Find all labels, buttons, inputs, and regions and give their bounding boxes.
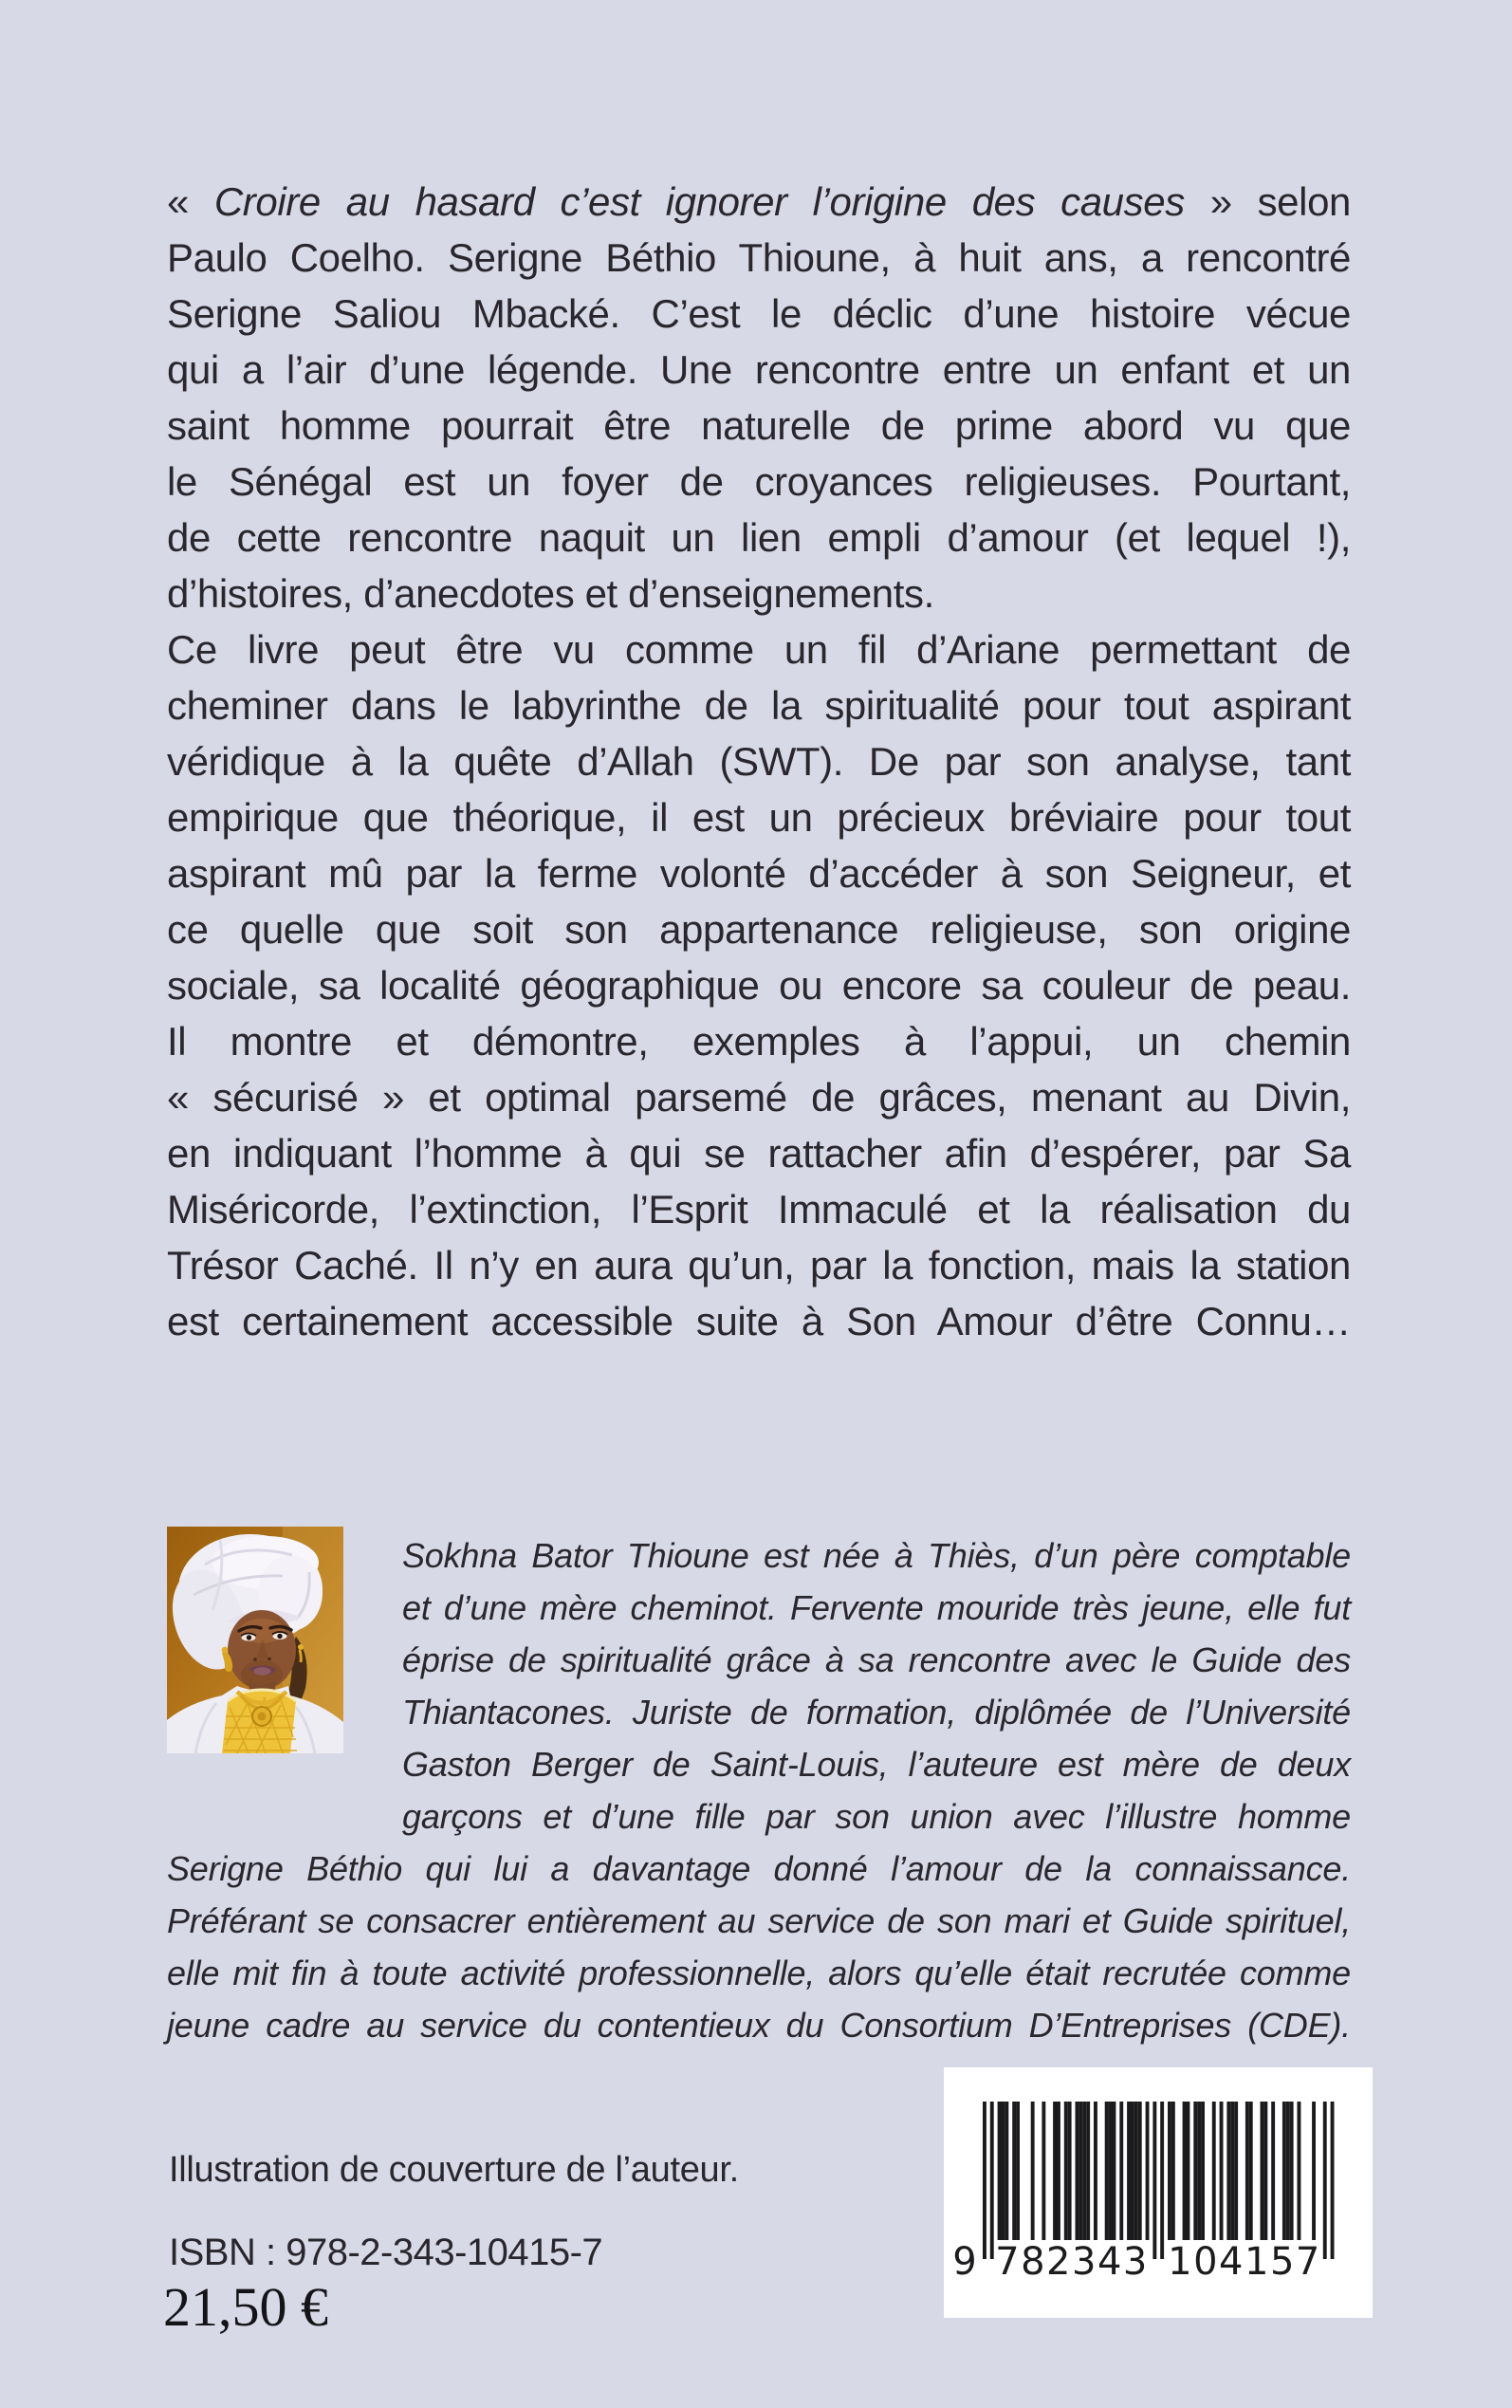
bio-line: jeune cadre au service du contentieux du Consortium D’Entreprises (CDE). [167,2006,1351,2045]
text-line: aspirant mû par la ferme volonté d’accéder à son Seigneur, et [167,851,1351,896]
bio-line: elle mit fin à toute activité professionnelle, alors qu’elle était recrutée comme [167,1954,1351,1992]
text-line: véridique à la quête d’Allah (SWT). De par son analyse, tant [167,739,1351,784]
text-line [167,174,1351,230]
illustration-note: Illustration de couverture de l’auteur. [169,2150,739,2190]
text-line: Paulo Coelho. Serigne Béthio Thioune, à huit ans, a rencontré [167,235,1351,280]
text-line: qui a l’air d’une légende. Une rencontre entre un enfant et un [167,347,1351,392]
barcode [944,2067,1373,2318]
text-line: Miséricorde, l’extinction, l’Esprit Immaculé et la réalisation du [167,1187,1351,1232]
text-line: Ce livre peut être vu comme un fil d’Ariane permettant de [167,627,1351,672]
text-line: empirique que théorique, il est un précieux bréviaire pour tout [167,795,1351,840]
author-photo [167,1527,343,1753]
bio-line: éprise de spiritualité grâce à sa rencontre avec le Guide des [402,1640,1351,1679]
quote-close: » selon [1184,179,1351,224]
author-photo-image [167,1527,343,1753]
bio-line: garçons et d’une fille par son union avec l’illustre homme [402,1797,1351,1836]
bio-line: Gaston Berger de Saint-Louis, l’auteure est mère de deux [402,1745,1351,1784]
text-line: d’histoires, d’anecdotes et d’enseignements. [167,571,934,616]
quote-open: « [167,179,214,224]
bio-line: et d’une mère cheminot. Fervente mouride très jeune, elle fut [402,1588,1351,1627]
price-text: 21,50 € [163,2276,328,2338]
barcode-digit-group: 9 [952,2240,977,2284]
bio-line: Thiantacones. Juriste de formation, diplômée de l’Université [402,1693,1351,1732]
text-line: cheminer dans le labyrinthe de la spiritualité pour tout aspirant [167,683,1351,728]
text-line: de cette rencontre naquit un lien empli d’amour (et lequel !), [167,515,1351,560]
synopsis [167,174,1351,1349]
isbn-text: ISBN : 978-2-343-10415-7 [169,2232,603,2273]
text-line: saint homme pourrait être naturelle de prime abord vu que [167,403,1351,448]
bio-line: Préférant se consacrer entièrement au service de son mari et Guide spirituel, [167,1901,1351,1940]
text-line: est certainement accessible suite à Son Amour d’être Connu… [167,1299,1351,1343]
quote-text: Croire au hasard c’est ignorer l’origine des causes [213,179,1185,224]
text-line: « sécurisé » et optimal parsemé de grâces, menant au Divin, [167,1075,1351,1120]
text-line: ce quelle que soit son appartenance religieuse, son origine [167,907,1351,952]
text-line: Serigne Saliou Mbacké. C’est le déclic d’une histoire vécue [167,291,1351,336]
bio-full-width [167,1843,1351,2051]
text-line: sociale, sa localité géographique ou encore sa couleur de peau. [167,963,1351,1008]
text-line: le Sénégal est un foyer de croyances religieuses. Pourtant, [167,459,1351,504]
text-line: Trésor Caché. Il n’y en aura qu’un, par la fonction, mais la station [167,1243,1351,1287]
bio-line: Serigne Béthio qui lui a davantage donné l’amour de la connaissance. [167,1849,1351,1888]
barcode-digit-group: 782343 [995,2240,1149,2284]
bio-indented [402,1529,1351,1843]
text-line: Il montre et démontre, exemples à l’appui, un chemin [167,1019,1351,1064]
text-line: en indiquant l’homme à qui se rattacher afin d’espérer, par Sa [167,1131,1351,1176]
bio-line: Sokhna Bator Thioune est née à Thiès, d’un père comptable [402,1536,1351,1575]
barcode-digit-group: 104157 [1168,2240,1321,2284]
